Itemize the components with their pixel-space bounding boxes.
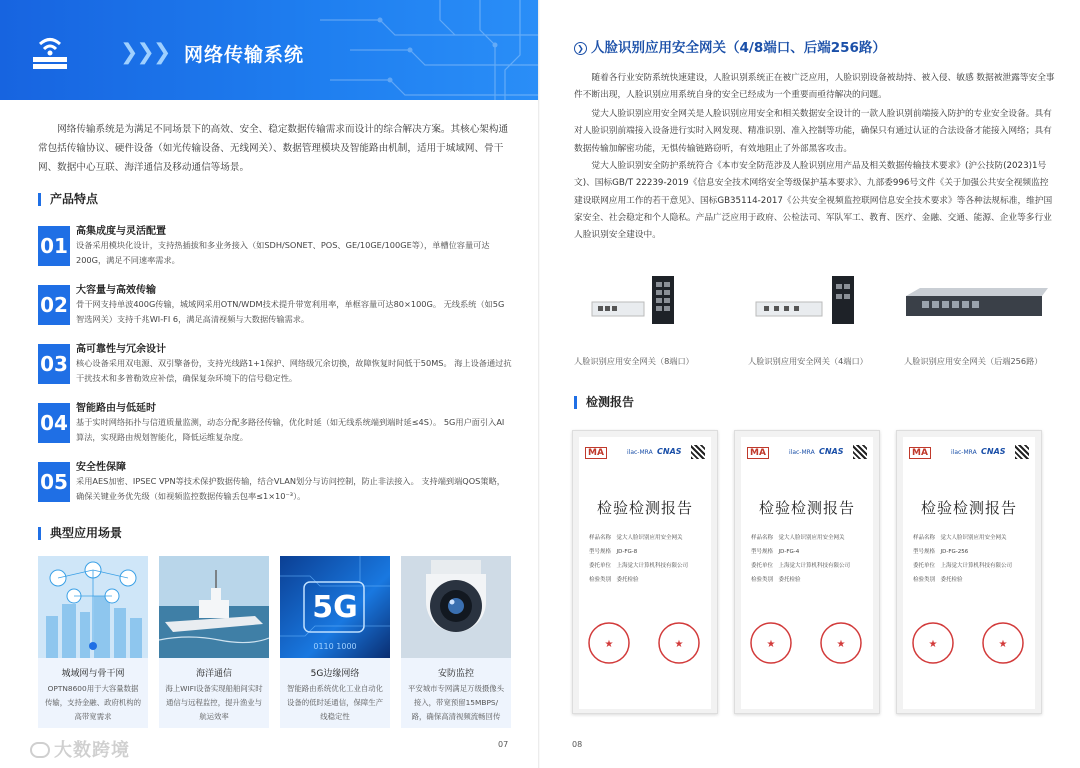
feature-item	[38, 399, 512, 453]
ma-logo: MA	[909, 447, 931, 459]
scene-card	[401, 556, 511, 728]
page-number: 07	[498, 740, 509, 749]
ilac-logo: ilac-MRA	[951, 449, 977, 456]
scene-desc: 海上WIFI设备实现船舶间实时通信与远程监控，提升渔业与航运效率	[165, 684, 263, 721]
cnas-logo: CNAS	[657, 447, 682, 456]
test-report	[572, 430, 718, 714]
product-image-8port	[590, 268, 690, 368]
report-row-label: 检验类别	[589, 577, 612, 583]
features-heading: 产品特点	[38, 193, 98, 206]
product-title	[574, 36, 886, 56]
feature-desc: 设备采用模块化设计，支持热插拔和多业务接入（如SDH/SONET、POS、GE/10GE/100GE等），单槽位容量可达200G，满足不同速率需求。	[76, 240, 490, 265]
svg-text:★: ★	[766, 639, 776, 650]
feature-desc: 基于实时网络拓扑与信道质量监测，动态分配多路径传输，优化时延（如无线系统端到端时延≤4S）。 5G用户面引入AI算法，实现路由规划智能化，降低运维复杂度。	[76, 417, 505, 442]
scene-desc: 智能路由系统优化工业自动化设备的低时延通信，保障生产线稳定性	[286, 684, 384, 721]
red-stamp-icon	[741, 613, 873, 673]
report-row-value: JD-FG-8	[616, 549, 638, 555]
scene-card	[159, 556, 269, 728]
scene-title: 5G边缘网络	[310, 669, 360, 679]
ma-logo: MA	[585, 447, 607, 459]
scene-title: 海洋通信	[195, 669, 232, 679]
feature-desc: 采用AES加密、IPSEC VPN等技术保护数据传输，结合VLAN划分与访问控制，防止非法接入。 支持端到端QOS策略，确保关键业务优先级（如视频监控数据传输丢包率≤1×10⁻³）。	[76, 476, 505, 501]
feature-number: 04	[38, 403, 70, 443]
ship-image	[159, 556, 269, 658]
report-row-value: 觉大人脸识别应用安全网关	[616, 535, 683, 541]
svg-text:★: ★	[674, 639, 684, 650]
report-row-value: 上海觉大计算机科技有限公司	[940, 563, 1013, 569]
red-stamp-icon	[579, 613, 711, 673]
report-row-label: 样品名称	[589, 535, 612, 541]
feature-number: 05	[38, 462, 70, 502]
qr-code-icon	[853, 445, 867, 459]
report-row-label: 委托单位	[913, 563, 936, 569]
report-row-value: 委托检验	[616, 577, 639, 583]
scene-desc: OPTN8600用于大容量数据传输，支持金融、政府机构的高带宽需求	[44, 684, 142, 721]
intro-text: 网络传输系统是为满足不同场景下的高效、安全、稳定数据传输需求而设计的综合解决方案。其核心架构通常包括传输协议、硬件设备（如光传输设备、无线网关）、数据管理模块及智能路由机制，适用于城域网、骨干网、数据中心互联、海洋通信及移动通信等场景。	[38, 124, 509, 173]
chevron-icon: ❯❯❯	[120, 40, 170, 65]
report-title: 检验检测报告	[596, 499, 693, 517]
scene-title: 城域网与骨干网	[61, 669, 125, 679]
report-row-value: JD-FG-256	[940, 549, 969, 555]
report-row-label: 检验类别	[913, 577, 936, 583]
red-stamp-icon	[903, 613, 1035, 673]
feature-item	[38, 222, 512, 276]
report-title: 检验检测报告	[758, 499, 855, 517]
feature-number: 02	[38, 285, 70, 325]
report-row-label: 样品名称	[751, 535, 774, 541]
svg-text:★: ★	[836, 639, 846, 650]
feature-item	[38, 458, 512, 512]
ilac-logo: ilac-MRA	[627, 449, 653, 456]
router-icon	[22, 24, 78, 80]
product-label: 人脸识别应用安全网关（4端口）	[748, 356, 868, 366]
report-row-value: JD-FG-4	[778, 549, 800, 555]
paragraph: 觉大人脸识别应用安全网关是人脸识别应用安全和相关数据安全设计的一款人脸识别前端接入防护的专业安全设备。具有对人脸识别前端接入设备进行实时入网发现、精准识别、准入控制等功能，确保只有通过认证的合法设备才能接入网络；具有数据传输加解密功能，无惧传输链路窃听，有效地阻止了外部黑客攻击。	[574, 109, 1052, 154]
scene-card	[38, 556, 148, 728]
cnas-logo: CNAS	[819, 447, 844, 456]
product-image-256	[902, 268, 1052, 368]
feature-number: 03	[38, 344, 70, 384]
product-label: 人脸识别应用安全网关（后端256路）	[904, 356, 1043, 366]
report-row-value: 上海觉大计算机科技有限公司	[778, 563, 851, 569]
scene-title: 安防监控	[437, 669, 474, 679]
reports-heading: 检测报告	[574, 396, 634, 409]
page-title: 网络传输系统	[184, 44, 305, 66]
page-number: 08	[572, 740, 583, 749]
scenes-heading: 典型应用场景	[38, 527, 122, 540]
feature-number: 01	[38, 226, 70, 266]
feature-title: 高集成度与灵活配置	[76, 226, 166, 237]
watermark	[30, 736, 130, 762]
product-image-4port	[754, 268, 864, 368]
5g-image	[280, 556, 390, 658]
report-row-label: 型号规格	[589, 549, 612, 555]
svg-text:★: ★	[928, 639, 938, 650]
product-title-text: 人脸识别应用安全网关（4/8端口、后端256路）	[591, 40, 886, 56]
paragraph: 觉大人脸识别安全防护系统符合《本市安全防范涉及人脸识别应用产品及相关数据传输技术要求》(沪公技防(2023)1号文)、国标GB/T 22239-2019《信息安全技术网络安全等级保护基本要求》、九部委996号文件《关于加强公共安全视频监控建设联网应用工作的若干意见》、国标GB35114-2017《公共安全视频监控联网信息安全技术要求》等各种法规标准，维护国家安全、社会稳定和个人隐私。产品广泛应用于政府、公检法司、军队军工、教育、医疗、金融、交通、能源、企业等多行业人脸识别安全建设中。	[574, 161, 1053, 241]
feature-title: 大容量与高效传输	[76, 285, 156, 296]
svg-text:★: ★	[998, 639, 1008, 650]
test-report	[734, 430, 880, 714]
right-page	[540, 0, 1080, 768]
city-network-image	[38, 556, 148, 658]
svg-text:★: ★	[604, 639, 614, 650]
report-row-value: 上海觉大计算机科技有限公司	[616, 563, 689, 569]
report-row-label: 检验类别	[751, 577, 774, 583]
report-title: 检验检测报告	[920, 499, 1017, 517]
test-report	[896, 430, 1042, 714]
scene-desc: 平安城市专网满足万级摄像头接入，带宽预留15MBPS/路，确保高清视频流畅回传	[407, 684, 505, 721]
report-row-label: 样品名称	[913, 535, 936, 541]
feature-title: 安全性保障	[76, 462, 126, 473]
product-label: 人脸识别应用安全网关（8端口）	[574, 356, 694, 366]
report-row-label: 委托单位	[589, 563, 612, 569]
feature-title: 高可靠性与冗余设计	[76, 344, 166, 355]
ilac-logo: ilac-MRA	[789, 449, 815, 456]
cnas-logo: CNAS	[981, 447, 1006, 456]
qr-code-icon	[1015, 445, 1029, 459]
feature-item	[38, 340, 512, 394]
feature-desc: 核心设备采用双电源、双引擎备份，支持光线路1+1保护、网络级冗余切换，故障恢复时间低于50MS。 海上设备通过抗干扰技术和多普勒效应补偿，确保复杂环境下的信号稳定性。	[76, 358, 512, 383]
circuit-decoration	[320, 0, 540, 100]
report-row-value: 觉大人脸识别应用安全网关	[778, 535, 845, 541]
ma-logo: MA	[747, 447, 769, 459]
feature-item	[38, 281, 512, 335]
camera-image	[401, 556, 511, 658]
report-row-label: 委托单位	[751, 563, 774, 569]
paragraph: 随着各行业安防系统快速建设，人脸识别系统正在被广泛应用，人脸识别设备被劫持、被入侵、敏感 数据被泄露等安全事件不断出现，人脸识别应用系统自身的安全已经成为一个重要而亟待解决的问题。	[574, 73, 1055, 101]
header-band	[0, 0, 540, 100]
feature-desc: 骨干网支持单波400G传输，城域网采用OTN/WDM技术提升带宽利用率，单框容量可达80×100G。 无线系统（如5G智选网关）支持千兆WI-FI 6，满足高清视频与大数据传输需求。	[76, 299, 505, 324]
report-row-label: 型号规格	[751, 549, 774, 555]
report-row-value: 觉大人脸识别应用安全网关	[940, 535, 1007, 541]
report-row-label: 型号规格	[913, 549, 936, 555]
chevron-circle-icon: ❯	[574, 42, 587, 55]
5g-label: 5G	[312, 590, 358, 625]
feature-title: 智能路由与低延时	[76, 403, 156, 414]
watermark-logo-icon	[30, 742, 50, 758]
watermark-text: 大数跨境	[54, 740, 130, 761]
scene-card	[280, 556, 390, 728]
report-row-value: 委托检验	[940, 577, 963, 583]
qr-code-icon	[691, 445, 705, 459]
5g-binary: 0110 1000	[313, 642, 357, 651]
report-row-value: 委托检验	[778, 577, 801, 583]
